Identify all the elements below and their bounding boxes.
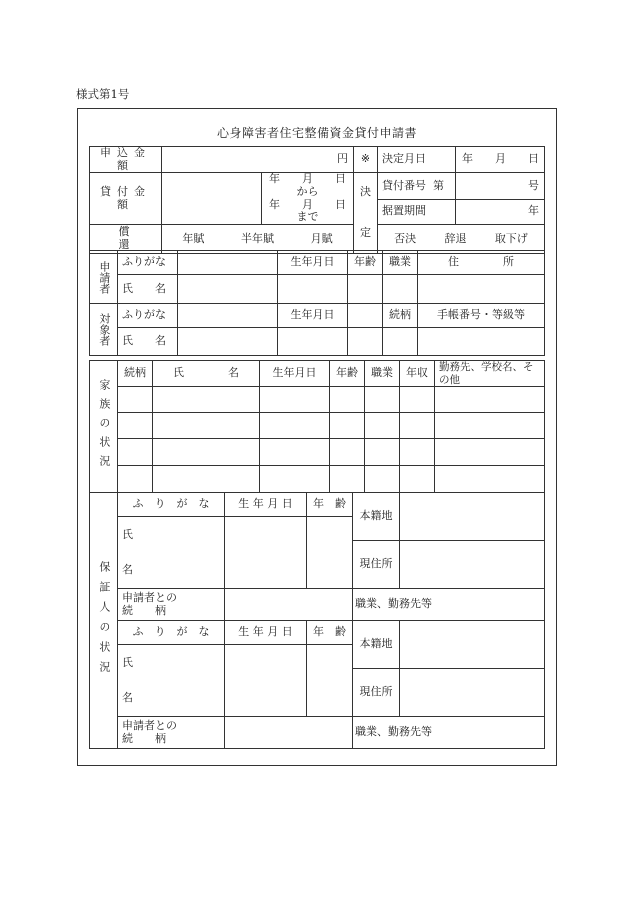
apply-amount-label: 申込金額	[90, 147, 162, 173]
target-dob-label: 生年月日	[278, 304, 348, 328]
applicant-dob-field[interactable]	[278, 275, 348, 304]
guarantor-2-address-field[interactable]	[400, 669, 545, 717]
guarantor-1-age-label: 年 齢	[307, 493, 353, 517]
yen-unit: 円	[337, 152, 348, 166]
family-cell[interactable]	[118, 413, 153, 439]
family-cell[interactable]	[435, 413, 545, 439]
applicant-target-section	[89, 250, 545, 356]
family-cell[interactable]	[153, 387, 260, 413]
repay-annual: 年賦	[182, 231, 205, 245]
applicant-label: 申請者	[90, 251, 118, 304]
guarantor-2-relation-label: 申請者との 続 柄	[118, 717, 225, 749]
guarantor-1-domicile-label: 本籍地	[353, 493, 400, 541]
target-name-field[interactable]	[178, 328, 278, 356]
refusal-option: 否決	[394, 231, 417, 245]
period-from: 年 月 日から	[269, 172, 346, 198]
guarantor-1-occupation-field[interactable]	[353, 589, 545, 621]
guarantor-2-address-label: 現住所	[353, 669, 400, 717]
applicant-occupation-field[interactable]	[383, 275, 418, 304]
applicant-age-label: 年齢	[348, 251, 383, 275]
family-cell[interactable]	[118, 387, 153, 413]
guarantor-2-domicile-label: 本籍地	[353, 621, 400, 669]
guarantor-1-address-field[interactable]	[400, 541, 545, 589]
decision-date-label: 決定月日	[378, 147, 456, 173]
family-cell[interactable]	[153, 439, 260, 466]
target-relation-label: 続柄	[383, 304, 418, 328]
repay-semiannual: 半年賦	[240, 231, 274, 245]
applicant-dob-label: 生年月日	[278, 251, 348, 275]
loan-section	[89, 146, 545, 254]
table-row	[90, 413, 545, 439]
family-cell[interactable]	[365, 413, 400, 439]
apply-amount-field[interactable]	[162, 147, 354, 173]
guarantor-1-address-label: 現住所	[353, 541, 400, 589]
family-cell[interactable]	[365, 439, 400, 466]
family-age-header: 年齢	[330, 361, 365, 387]
guarantor-2-name-char-2: 名	[122, 690, 133, 704]
family-relation-header: 続柄	[118, 361, 153, 387]
family-income-header: 年収	[400, 361, 435, 387]
family-workplace-header: 勤務先、学校名、その他	[435, 361, 545, 387]
family-section	[89, 360, 545, 493]
kettei-char-2: 定	[360, 226, 371, 240]
decision-date-field[interactable]: 年 月 日	[456, 147, 545, 173]
guarantor-2-domicile-field[interactable]	[400, 621, 545, 669]
target-handbook-label: 手帳番号・等級等	[418, 304, 545, 328]
applicant-furigana-label: ふりがな	[118, 251, 178, 275]
guarantor-2-furigana-label: ふ り が な	[118, 621, 225, 645]
repayment-options[interactable]	[162, 224, 354, 253]
family-cell[interactable]	[153, 413, 260, 439]
grace-period-label: 据置期間	[378, 199, 456, 224]
guarantor-1-dob-label: 生 年 月 日	[225, 493, 307, 517]
guarantor-2-age-field[interactable]	[307, 645, 353, 717]
loan-number-field[interactable]: 貸付番号 第	[378, 173, 456, 199]
form-title: 心身障害者住宅整備資金貸付申請書	[216, 126, 417, 140]
target-blank-field[interactable]	[348, 328, 383, 356]
kettei-column	[354, 173, 378, 254]
target-label: 対象者	[90, 304, 118, 356]
guarantor-2-occupation-label: 職業、勤務先等	[355, 725, 432, 739]
family-cell[interactable]	[400, 387, 435, 413]
loan-amount-field[interactable]	[162, 173, 262, 225]
applicant-address-field[interactable]	[418, 275, 545, 304]
guarantor-1-domicile-field[interactable]	[400, 493, 545, 541]
table-row	[90, 387, 545, 413]
guarantor-1-occupation-label: 職業、勤務先等	[355, 597, 432, 611]
kome-mark: ※	[354, 147, 378, 173]
loan-number-label: 貸付番号	[382, 178, 426, 192]
guarantor-1-relation-label: 申請者との 続 柄	[118, 589, 225, 621]
guarantor-1-relation-field[interactable]	[225, 589, 353, 621]
applicant-furigana-field[interactable]	[178, 251, 278, 275]
target-name-label: 氏 名	[118, 328, 178, 356]
family-cell[interactable]	[435, 387, 545, 413]
family-cell[interactable]	[260, 466, 330, 493]
family-cell[interactable]	[260, 413, 330, 439]
loan-amount-label: 貸付金額	[90, 173, 162, 225]
withdraw-option: 取下げ	[494, 231, 528, 245]
repay-monthly: 月賦	[310, 231, 333, 245]
kettei-char-1: 決	[360, 185, 371, 199]
decline-option: 辞退	[444, 231, 467, 245]
guarantor-1-name-char-1: 氏	[122, 527, 133, 541]
applicant-age-field[interactable]	[348, 275, 383, 304]
family-cell[interactable]	[330, 439, 365, 466]
guarantor-1-dob-field[interactable]	[225, 517, 307, 589]
guarantor-2-dob-field[interactable]	[225, 645, 307, 717]
period-to: 年 月 日まで	[269, 197, 346, 224]
repayment-label: 償 還	[90, 224, 162, 253]
applicant-name-field[interactable]	[178, 275, 278, 304]
target-relation-field[interactable]	[383, 328, 418, 356]
family-dob-header: 生年月日	[260, 361, 330, 387]
guarantor-2-age-label: 年 齢	[307, 621, 353, 645]
family-cell[interactable]	[365, 466, 400, 493]
form-number: 様式第1号	[76, 87, 130, 101]
family-occupation-header: 職業	[365, 361, 400, 387]
family-cell[interactable]	[260, 387, 330, 413]
family-cell[interactable]	[400, 439, 435, 466]
family-cell[interactable]	[330, 466, 365, 493]
grace-period-field[interactable]: 年	[456, 199, 545, 224]
loan-period-field[interactable]	[262, 173, 354, 225]
guarantor-2-name-char-1: 氏	[122, 655, 133, 669]
family-cell[interactable]	[330, 387, 365, 413]
target-dob-field[interactable]	[278, 328, 348, 356]
family-label: 家族の状況	[90, 361, 118, 493]
table-row	[90, 466, 545, 493]
guarantor-1-name-char-2: 名	[122, 562, 133, 576]
family-cell[interactable]	[365, 387, 400, 413]
guarantor-label: 保証人の状況	[90, 493, 118, 749]
applicant-name-label: 氏 名	[118, 275, 178, 304]
family-cell[interactable]	[330, 413, 365, 439]
family-name-header: 氏 名	[153, 361, 260, 387]
guarantor-section	[89, 492, 545, 749]
applicant-address-label: 住 所	[418, 251, 545, 275]
family-cell[interactable]	[400, 466, 435, 493]
target-furigana-label: ふりがな	[118, 304, 178, 328]
guarantor-2-occupation-field[interactable]	[353, 717, 545, 749]
family-cell[interactable]	[260, 439, 330, 466]
target-handbook-field[interactable]	[418, 328, 545, 356]
loan-number-go: 号	[456, 173, 545, 199]
family-cell[interactable]	[435, 439, 545, 466]
guarantor-1-name-field[interactable]	[118, 517, 225, 589]
guarantor-2-relation-field[interactable]	[225, 717, 353, 749]
guarantor-1-age-field[interactable]	[307, 517, 353, 589]
family-cell[interactable]	[118, 466, 153, 493]
family-cell[interactable]	[153, 466, 260, 493]
applicant-occupation-label: 職業	[383, 251, 418, 275]
target-blank-cell[interactable]	[348, 304, 383, 328]
target-furigana-field[interactable]	[178, 304, 278, 328]
guarantor-2-name-field[interactable]	[118, 645, 225, 717]
guarantor-2-dob-label: 生 年 月 日	[225, 621, 307, 645]
decision-result-options[interactable]	[378, 224, 545, 253]
family-cell[interactable]	[400, 413, 435, 439]
family-cell[interactable]	[435, 466, 545, 493]
guarantor-1-furigana-label: ふ り が な	[118, 493, 225, 517]
table-row	[90, 439, 545, 466]
family-cell[interactable]	[118, 439, 153, 466]
